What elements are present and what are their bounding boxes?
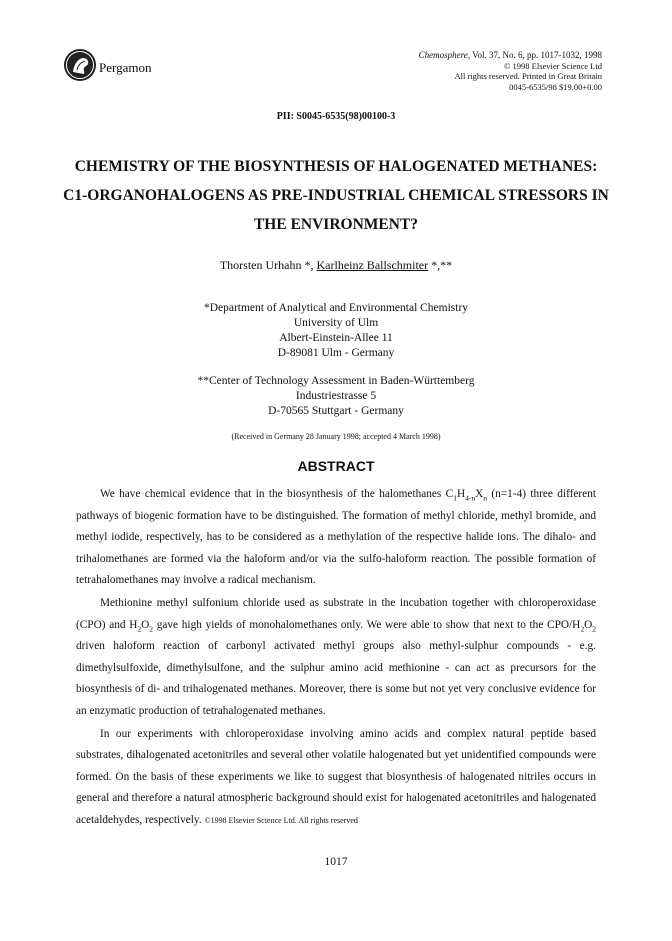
received-dates: (Received in Germany 28 January 1998; accepted 4 March 1998): [231, 432, 441, 441]
abstract-copyright: ©1998 Elsevier Science Ltd. All rights reserved: [204, 815, 358, 825]
journal-citation: [419, 50, 602, 61]
author-name: Thorsten Urhahn *,: [219, 258, 317, 272]
abstract-heading: ABSTRACT: [297, 458, 375, 474]
affiliation-line: *Department of Analytical and Environmental Chemistry: [203, 302, 469, 314]
author-marks: *,**: [428, 258, 453, 272]
affiliation-line: Industriestrasse 5: [295, 390, 377, 402]
affiliation-line: **Center of Technology Assessment in Baden-Württemberg: [197, 375, 475, 387]
author-list: [0, 258, 672, 273]
affiliation-line: D-89081 Ulm - Germany: [277, 347, 395, 359]
affiliation-1: [0, 301, 672, 361]
abstract-paragraph-2: Methionine methyl sulfonium chloride used as substrate in the incubation together with chloroperoxidase (CPO) and $H_2O_2$ gave high yields of monohalomethanes only. We were able to show that next to the CPO/$H_2O_2$ driven haloform reaction of carbonyl activated methyl groups also methyl-sulphur compounds - e.g. dimethylsulfoxide, dimethylsulfone, and the sulphur amino acid methionine - can act as precursors for the biosynthesis of di- and trihalogenated methanes. Moreover, there is some but not yet very conclusive evidence for an enzymatic production of tetrahalogenated methanes.: [76, 596, 596, 717]
copyright-line: © 1998 Elsevier Science Ltd: [503, 60, 602, 71]
affiliation-line: Albert-Einstein-Allee 11: [279, 332, 393, 344]
citation-block: [419, 50, 602, 92]
journal-name: Chemosphere: [418, 50, 468, 60]
paper-title: [60, 152, 612, 239]
publisher-name: Pergamon: [99, 60, 152, 75]
pergamon-logo-icon: [63, 48, 97, 82]
pii-line: PII: S0045-6535(98)00100-3: [276, 111, 396, 122]
title-line: C1-ORGANOHALOGENS AS PRE-INDUSTRIAL CHEMICAL STRESSORS IN: [63, 187, 609, 204]
affiliation-line: D-70565 Stuttgart - Germany: [268, 405, 404, 417]
author-name-corresponding: Karlheinz Ballschmiter: [316, 258, 429, 272]
volume-info: , Vol. 37, No. 6, pp. 1017-1032, 1998: [467, 50, 602, 60]
publisher-block: [63, 48, 151, 82]
issn-line: 0045-6535/98 $19.00+0.00: [509, 81, 602, 92]
page-number: 1017: [324, 856, 348, 868]
abstract-paragraph-3: In our experiments with chloroperoxidase involving amino acids and complex natural peptide based substrates, dihalogenated acetonitriles and several other volatile halogenated but yet unidentified compounds were formed. On the basis of these experiments we like to suggest that biosynthesis of halogenated nitriles occurs in general and therefore a natural atmospheric background should exist for halogenated acetonitriles and halogenated acetaldehydes, respectively. ©1998 Elsevier Science Ltd. All rights reserved: [76, 727, 596, 826]
affiliation-2: [0, 374, 672, 419]
title-line: THE ENVIRONMENT?: [253, 216, 419, 233]
title-line: CHEMISTRY OF THE BIOSYNTHESIS OF HALOGENATED METHANES:: [74, 158, 598, 175]
abstract-body: [76, 484, 596, 832]
abstract-paragraph-1: We have chemical evidence that in the biosynthesis of the halomethanes $C_1H_{4-n}X_n$ (n=1-4) three different pathways of biogenic formation have to be distinguished. The formation of methyl chloride, methyl bromide, and methyl iodide, respectively, has to be considered as a methylation of the respective halide ions. The dihalo- and trihalomethanes are formed via the haloform and/or via the sulfo-haloform reaction. The possible formation of tetrahalomethanes may involve a radical mechanism.: [76, 488, 596, 587]
rights-line: All rights reserved. Printed in Great Britain: [454, 71, 602, 81]
affiliation-line: University of Ulm: [293, 317, 379, 329]
